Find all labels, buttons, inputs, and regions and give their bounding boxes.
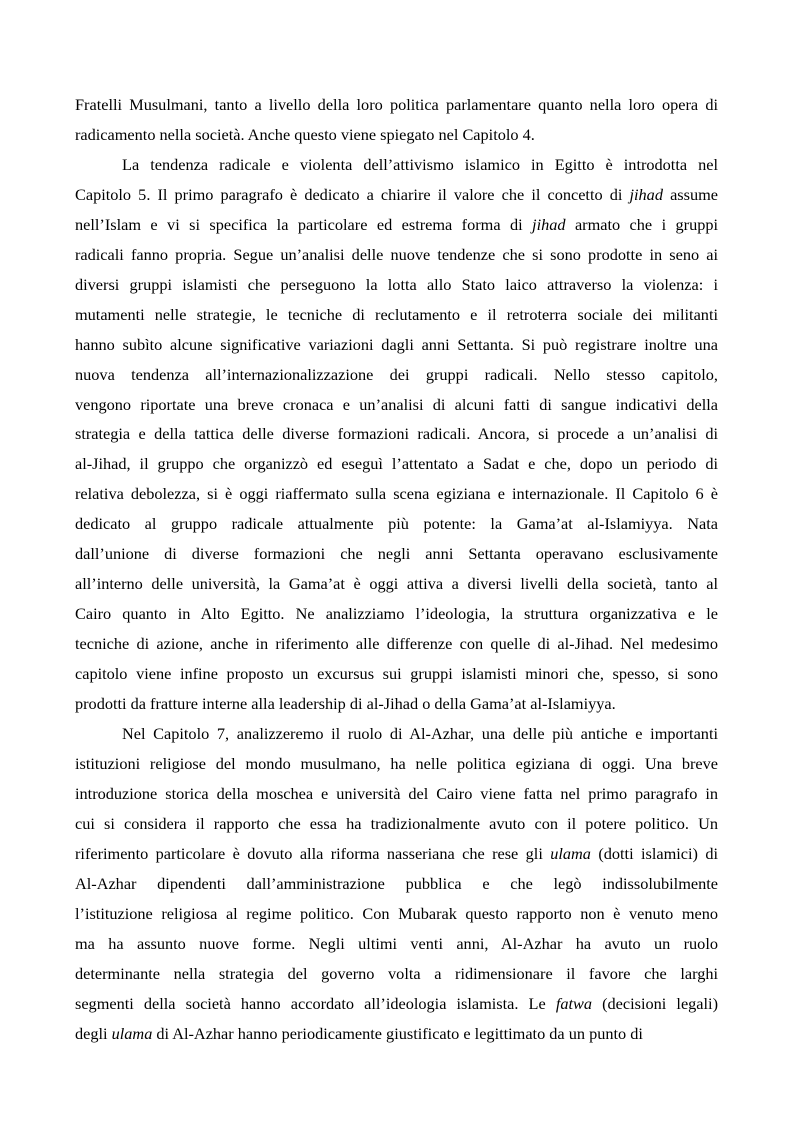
text-line	[75, 719, 718, 749]
text-run: (decisioni legali)	[592, 993, 719, 1013]
text-line	[75, 150, 718, 180]
text-run: riferimento particolare è dovuto alla riforma nasseriana che rese gli	[75, 843, 551, 863]
text-line	[75, 240, 718, 270]
text-run: al-Jihad, il gruppo che organizzò ed eseguì l’attentato a Sadat e che, dopo un periodo di	[75, 454, 718, 474]
text-run: (dotti islamici) di	[590, 843, 718, 863]
text-run: mutamenti nelle strategie, le tecniche di reclutamento e il retroterra sociale dei militanti	[75, 304, 718, 324]
body-text	[75, 90, 718, 1049]
text-run: vengono riportate una breve cronaca e un’analisi di alcuni fatti di sangue indicativi della	[75, 394, 718, 414]
text-run: Capitolo 5. Il primo paragrafo è dedicato a chiarire il valore che il concetto di	[75, 184, 630, 204]
text-run: determinante nella strategia del governo volta a ridimensionare il favore che larghi	[75, 963, 718, 983]
text-line	[75, 959, 718, 989]
text-run: Cairo quanto in Alto Egitto. Ne analizziamo l’ideologia, la struttura organizzativa e le	[75, 604, 718, 624]
text-run: capitolo viene infine proposto un excursus sui gruppi islamisti minori che, spesso, si sono	[75, 664, 718, 684]
text-line	[75, 749, 718, 779]
text-line	[75, 659, 718, 689]
paragraph-1	[75, 90, 718, 150]
text-line	[75, 989, 718, 1019]
text-run: diversi gruppi islamisti che perseguono la lotta allo Stato laico attraverso la violenza: i	[75, 274, 718, 294]
text-run: dedicato al gruppo radicale attualmente più potente: la Gama’at al-Islamiyya. Nata	[75, 514, 718, 534]
italic-term: ulama	[111, 1023, 153, 1043]
text-line	[75, 1019, 718, 1049]
text-line	[75, 779, 718, 809]
text-line	[75, 689, 718, 719]
text-line	[75, 629, 718, 659]
text-run: all’interno delle università, la Gama’at è oggi attiva a diversi livelli della società, tanto al	[75, 574, 718, 594]
text-line	[75, 330, 718, 360]
text-run: tecniche di azione, anche in riferimento alle differenze con quelle di al-Jihad. Nel medesimo	[75, 634, 718, 654]
italic-term: jihad	[629, 184, 663, 204]
text-line	[75, 300, 718, 330]
italic-term: jihad	[532, 214, 566, 234]
text-line	[75, 449, 718, 479]
text-run: l’istituzione religiosa al regime politico. Con Mubarak questo rapporto non è venuto meno	[75, 903, 718, 923]
text-line	[75, 120, 718, 150]
italic-term: ulama	[550, 843, 591, 863]
text-line	[75, 929, 718, 959]
text-run: segmenti della società hanno accordato all’ideologia islamista. Le	[75, 993, 556, 1013]
text-line	[75, 509, 718, 539]
text-run: nuova tendenza all’internazionalizzazione dei gruppi radicali. Nello stesso capitolo,	[75, 364, 718, 384]
text-line	[75, 270, 718, 300]
paragraph-2	[75, 150, 718, 719]
text-line	[75, 479, 718, 509]
text-line	[75, 599, 718, 629]
text-run: cui si considera il rapporto che essa ha tradizionalmente avuto con il potere politico. Un	[75, 813, 718, 833]
text-line	[75, 809, 718, 839]
text-run: Fratelli Musulmani, tanto a livello della loro politica parlamentare quanto nella loro opera di	[75, 95, 718, 114]
text-line	[75, 210, 718, 240]
text-line	[75, 839, 718, 869]
text-run: radicamento nella società. Anche questo viene spiegato nel Capitolo 4.	[75, 124, 535, 144]
text-line	[75, 899, 718, 929]
text-line	[75, 90, 718, 120]
text-run: nell’Islam e vi si specifica la particolare ed estrema forma di	[75, 214, 533, 234]
text-run: La tendenza radicale e violenta dell’attivismo islamico in Egitto è introdotta nel	[122, 154, 718, 174]
text-line	[75, 180, 718, 210]
text-line	[75, 360, 718, 390]
text-line	[75, 569, 718, 599]
text-run: ma ha assunto nuove forme. Negli ultimi venti anni, Al-Azhar ha avuto un ruolo	[75, 933, 718, 953]
paragraph-3	[75, 719, 718, 1048]
text-line	[75, 419, 718, 449]
text-line	[75, 539, 718, 569]
text-run: strategia e della tattica delle diverse formazioni radicali. Ancora, si procede a un’analisi di	[75, 424, 718, 444]
text-run: dall’unione di diverse formazioni che negli anni Settanta operavano esclusivamente	[75, 544, 718, 564]
text-run: prodotti da fratture interne alla leadership di al-Jihad o della Gama’at al-Islamiyya.	[75, 694, 616, 714]
text-run: armato che i gruppi	[565, 214, 719, 234]
text-run: degli	[75, 1023, 112, 1043]
text-run: Al-Azhar dipendenti dall’amministrazione pubblica e che legò indissolubilmente	[75, 873, 718, 893]
text-run: hanno subìto alcune significative variazioni dagli anni Settanta. Si può registrare inoltre una	[75, 334, 718, 354]
text-run: assume	[662, 184, 718, 204]
text-run: di Al-Azhar hanno periodicamente giustificato e legittimato da un punto di	[152, 1023, 643, 1043]
text-line	[75, 390, 718, 420]
text-run: istituzioni religiose del mondo musulmano, ha nelle politica egiziana di oggi. Una breve	[75, 753, 718, 773]
text-run: relativa debolezza, si è oggi riaffermato sulla scena egiziana e internazionale. Il Capitolo 6 è	[75, 484, 718, 504]
text-run: radicali fanno propria. Segue un’analisi delle nuove tendenze che si sono prodotte in seno ai	[75, 244, 718, 264]
text-run: Nel Capitolo 7, analizzeremo il ruolo di Al-Azhar, una delle più antiche e importanti	[122, 724, 718, 744]
text-run: introduzione storica della moschea e università del Cairo viene fatta nel primo paragrafo in	[75, 783, 718, 803]
text-line	[75, 869, 718, 899]
italic-term: fatwa	[555, 993, 593, 1013]
